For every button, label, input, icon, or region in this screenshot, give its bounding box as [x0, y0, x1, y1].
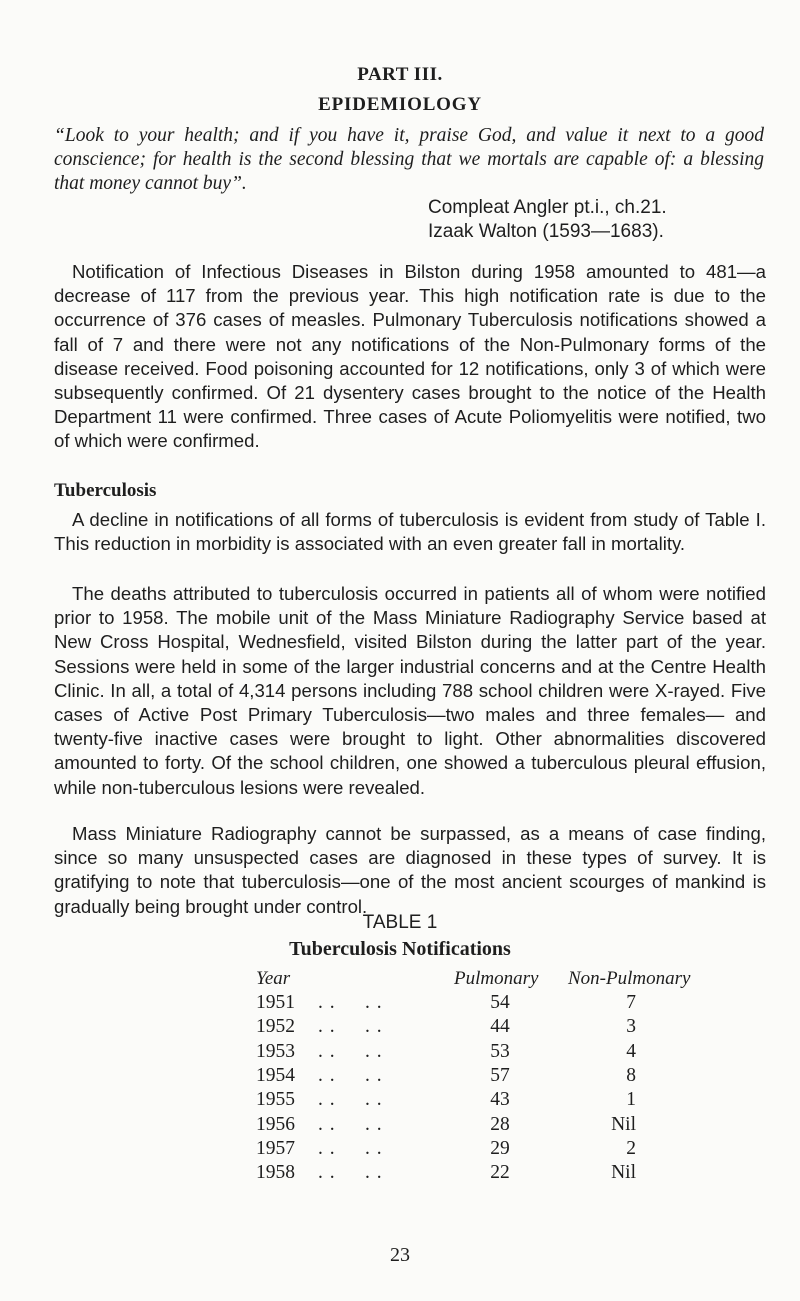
column-header-non-pulmonary: Non-Pulmonary [568, 968, 691, 989]
column-header-year: Year [256, 968, 291, 989]
page-number: 23 [390, 1244, 410, 1266]
cell-non-pulmonary: Nil [611, 1162, 636, 1184]
cell-year: 1953 [256, 1040, 295, 1062]
cell-pulmonary: 57 [490, 1064, 510, 1086]
cell-pulmonary: 53 [490, 1040, 510, 1062]
cell-leader: . . . . [318, 1040, 383, 1062]
cell-pulmonary: 28 [490, 1113, 510, 1135]
table-row [0, 1114, 800, 1138]
cell-pulmonary: 29 [490, 1137, 510, 1159]
table-row [0, 1016, 800, 1040]
cell-non-pulmonary: 1 [626, 1089, 636, 1111]
cell-year: 1957 [256, 1137, 295, 1159]
table-row [0, 1089, 800, 1113]
section-heading-tuberculosis: Tuberculosis [54, 480, 157, 501]
cell-leader: . . . . [318, 1162, 383, 1184]
table-row [0, 1138, 800, 1162]
tb-paragraph-3: Mass Miniature Radiography cannot be surpassed, as a means of case finding, since so many unsuspected cases are diagnosed in these types of survey. It is gratifying to note that tuberculosis—one of the most ancient scourges of mankind is gradually being brought under control. [54, 823, 766, 917]
cell-pulmonary: 44 [490, 1016, 510, 1038]
tb-paragraph-2: The deaths attributed to tuberculosis occurred in patients all of whom were notified prior to 1958. The mobile unit of the Mass Miniature Radiography Service based at New Cross Hospital, Wednesfield, visited Bilston during the latter part of the year. Sessions were held in some of the larger industrial concerns and at the Centre Health Clinic. In all, a total of 4,314 persons including 788 school children were X-rayed. Five cases of Active Post Primary Tuberculosis—two males and three females— and twenty-five inactive cases were brought to light. Other abnormalities discovered amounted to forty. Of the school children, one showed a tuberculous pleural effusion, while non-tuberculous lesions were revealed. [54, 583, 766, 798]
cell-pulmonary: 54 [490, 992, 510, 1013]
cell-non-pulmonary: 7 [626, 992, 636, 1013]
cell-leader: . . . . [318, 992, 383, 1013]
cell-year: 1956 [256, 1113, 295, 1135]
page-title: EPIDEMIOLOGY [318, 94, 482, 115]
cell-non-pulmonary: 8 [626, 1064, 636, 1086]
cell-pulmonary: 43 [490, 1089, 510, 1111]
table-row [0, 1162, 800, 1186]
cell-non-pulmonary: 4 [626, 1040, 636, 1062]
epigraph-quote: “Look to your health; and if you have it, praise God, and value it next to a good conscience; for health is the second blessing that we mortals are capable of: a blessing that money cannot buy”. [54, 125, 764, 194]
table-row [0, 1065, 800, 1089]
cell-non-pulmonary: 2 [626, 1137, 636, 1159]
cell-year: 1952 [256, 1016, 295, 1038]
cell-leader: . . . . [318, 1113, 383, 1135]
table-row [0, 1041, 800, 1065]
column-header-pulmonary: Pulmonary [454, 968, 539, 989]
cell-year: 1955 [256, 1089, 295, 1111]
cell-leader: . . . . [318, 1064, 383, 1086]
epigraph-citation-source: Compleat Angler pt.i., ch.21. [428, 197, 667, 218]
cell-leader: . . . . [318, 1016, 383, 1038]
table-subtitle: Tuberculosis Notifications [289, 938, 511, 960]
cell-leader: . . . . [318, 1137, 383, 1159]
cell-year: 1958 [256, 1162, 295, 1184]
table-row [0, 992, 800, 1016]
intro-paragraph: Notification of Infectious Diseases in Bilston during 1958 amounted to 481—a decrease of 117 from the previous year. This high notification rate is due to the occurrence of 376 cases of measles. Pulmonary Tuberculosis notifications showed a fall of 7 and there were not any notifications of the Non-Pulmonary forms of the disease received. Food poisoning accounted for 12 notifications, only 3 of which were subsequently confirmed. Of 21 dysentery cases brought to the notice of the Health Department 11 were confirmed. Three cases of Acute Poliomyelitis were notified, two of which were confirmed. [54, 261, 766, 452]
cell-pulmonary: 22 [490, 1162, 510, 1184]
cell-leader: . . . . [318, 1089, 383, 1111]
cell-non-pulmonary: Nil [611, 1113, 636, 1135]
tb-paragraph-1: A decline in notifications of all forms of tuberculosis is evident from study of Table I. This reduction in morbidity is associated with an even greater fall in mortality. [54, 509, 766, 555]
cell-non-pulmonary: 3 [626, 1016, 636, 1038]
epigraph-citation-author: Izaak Walton (1593—1683). [428, 221, 664, 242]
table-title: TABLE 1 [362, 912, 438, 933]
cell-year: 1951 [256, 992, 295, 1013]
cell-year: 1954 [256, 1064, 295, 1086]
part-label: PART III. [357, 64, 443, 85]
